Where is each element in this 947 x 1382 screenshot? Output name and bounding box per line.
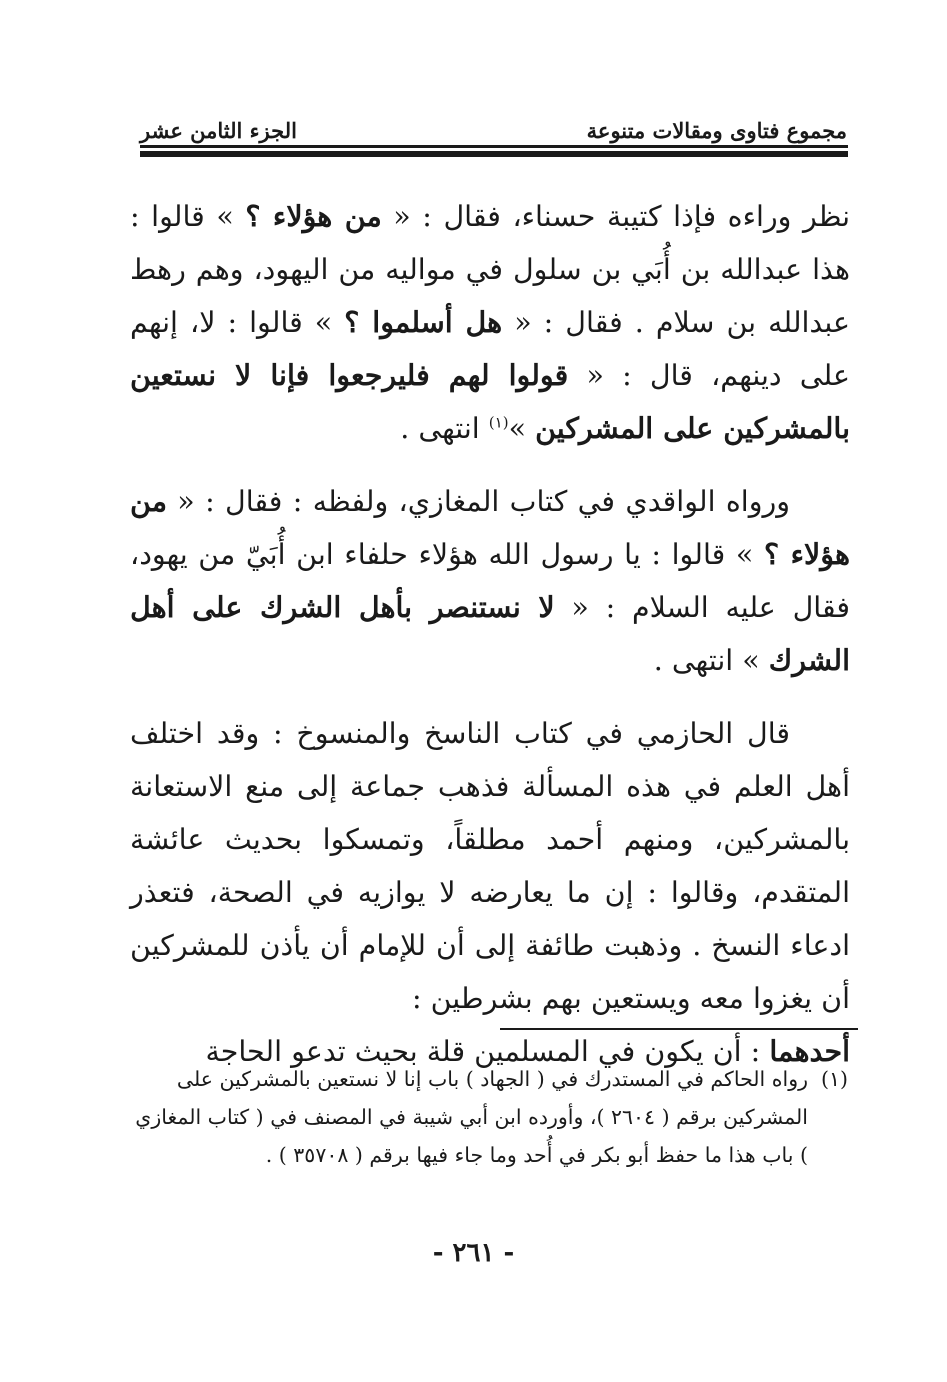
hadith-bold: قولوا لهم فليرجعوا فإنا لا نستعين بالمشركين على المشركين [130, 358, 850, 445]
text-run: » قالوا : هذا عبدالله بن أُبَي بن سلول في مواليه من اليهود، وهم رهط عبدالله بن سلام . فقال : « [130, 200, 850, 339]
text-run: ورواه الواقدي في كتاب المغازي، ولفظه : فقال : « [166, 485, 790, 518]
text-run: نظر وراءه فإذا كتيبة حسناء، فقال : « [381, 200, 851, 233]
footnote-separator [500, 1028, 858, 1030]
volume-title: الجزء الثامن عشر [140, 118, 297, 143]
header-rule-thin [140, 145, 848, 148]
quote-bold: هل أسلموا ؟ [344, 305, 503, 339]
running-header [140, 105, 847, 143]
text-run: » [508, 412, 536, 445]
quote-bold: من هؤلاء ؟ [130, 484, 850, 571]
text-run: قال الحازمي في كتاب الناسخ والمنسوخ : وقد اختلف أهل العلم في هذه المسألة فذهب جماعة إلى منع الاستعانة بالمشركين، ومنهم أحمد مطلقاً، وتمسكوا بحديث عائشة المتقدم، وقالوا : إن ما يعارضه لا يوازيه في الصحة، فتعذر ادعاء النسخ . وذهبت طائفة إلى أن للإمام أن يأذن للمشركين أن يغزوا معه ويستعين بهم بشرطين : [130, 717, 850, 1015]
footnote [130, 1060, 848, 1174]
hadith-bold: لا نستنصر بأهل الشرك على أهل الشرك [130, 590, 850, 677]
footnote-number: (١) [820, 1067, 848, 1091]
main-text [130, 190, 850, 1078]
series-title: مجموع فتاوى ومقالات متنوعة [586, 118, 847, 143]
page-number: - ٢٦١ - [432, 1238, 515, 1268]
paragraph-1 [130, 190, 850, 455]
text-run: انتهى . [400, 412, 489, 445]
text-run: » انتهى . [653, 644, 769, 677]
footnote-text: رواه الحاكم في المستدرك في ( الجهاد ) باب إنا لا نستعين بالمشركين على المشركين برقم ( ٢٦٠٤ )، وأورده ابن أبي شيبة في المصنف في ( كتاب المغازي ) باب هذا ما حفظ أبو بكر في أُحد وما جاء فيها برقم ( ٣٥٧٠٨ ) . [135, 1067, 808, 1167]
quote-bold: من هؤلاء ؟ [245, 199, 382, 233]
term-bold: أحدهما [769, 1034, 850, 1068]
header-rule-thick [140, 151, 848, 157]
text-run: » قالوا : يا رسول الله هؤلاء حلفاء ابن أُبَيّ من يهود، فقال عليه السلام : « [130, 538, 851, 624]
text-run: » قالوا : لا، إنهم على دينهم، قال : « [130, 306, 850, 392]
text-run: : أن يكون في المسلمين قلة بحيث تدعو الحاجة [205, 1035, 770, 1068]
paragraph-3 [130, 707, 850, 1025]
footnote-ref[interactable]: (١) [488, 413, 509, 432]
paragraph-2 [130, 475, 850, 687]
